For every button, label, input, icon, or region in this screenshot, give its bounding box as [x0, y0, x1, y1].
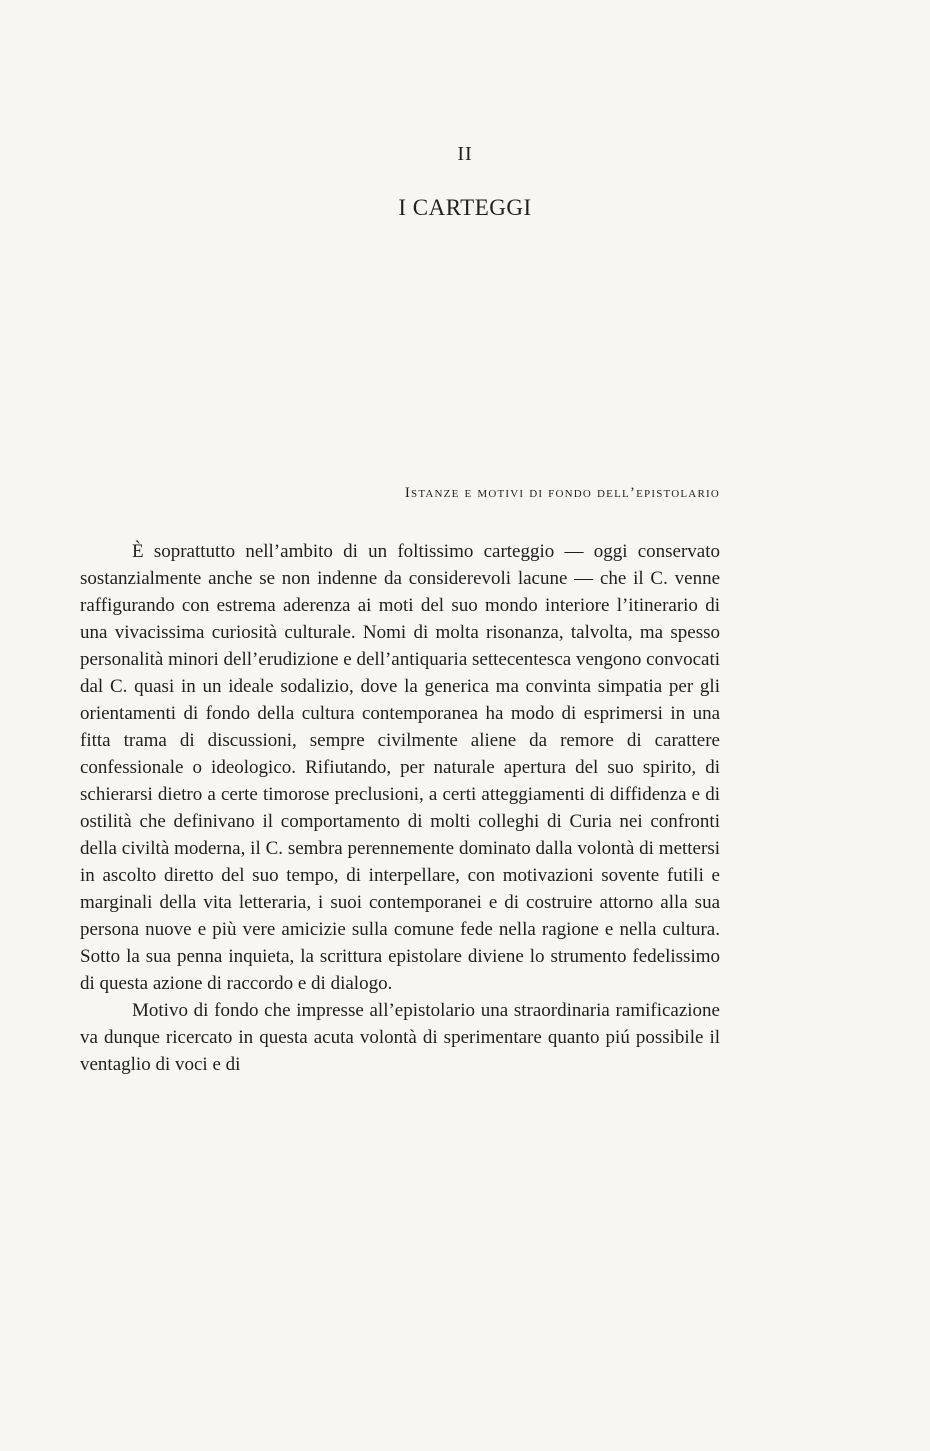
body-text: [80, 538, 720, 1078]
paragraph: È soprattutto nell’ambito di un foltissimo carteggio — oggi conservato sostanzialmente anche se non indenne da considerevoli lacune — che il C. venne raffigurando con estrema aderenza ai moti del suo mondo interiore l’itinerario di una vivacissima curiosità culturale. Nomi di molta risonanza, talvolta, ma spesso personalità minori dell’erudizione e dell’antiquaria settecentesca vengono convocati dal C. quasi in un ideale sodalizio, dove la generica ma convinta simpatia per gli orientamenti di fondo della cultura contemporanea ha modo di esprimersi in una fitta trama di discussioni, sempre civilmente aliene da remore di carattere confessionale o ideologico. Rifiutando, per naturale apertura del suo spirito, di schierarsi dietro a certe timorose preclusioni, a certi atteggiamenti di diffidenza e di ostilità che definivano il comportamento di molti colleghi di Curia nei confronti della civiltà moderna, il C. sembra perennemente dominato dalla volontà di mettersi in ascolto diretto del suo tempo, di interpellare, con motivazioni sovente futili e marginali della vita letteraria, i suoi contemporanei e di costruire attorno alla sua persona nuove e più vere amicizie sulla comune fede nella ragione e nella cultura. Sotto la sua penna inquieta, la scrittura epistolare diviene lo strumento fedelissimo di questa azione di raccordo e di dialogo.: [80, 541, 720, 994]
section-heading: Istanze e motivi di fondo dell’epistolario: [404, 485, 720, 501]
chapter-number: II: [457, 143, 473, 165]
chapter-title: I CARTEGGI: [398, 195, 532, 220]
paragraph: Motivo di fondo che impresse all’epistolario una straordinaria ramificazione va dunque ricercato in questa acuta volontà di sperimentare quanto piú possibile il ventaglio di voci e di: [80, 1000, 720, 1075]
